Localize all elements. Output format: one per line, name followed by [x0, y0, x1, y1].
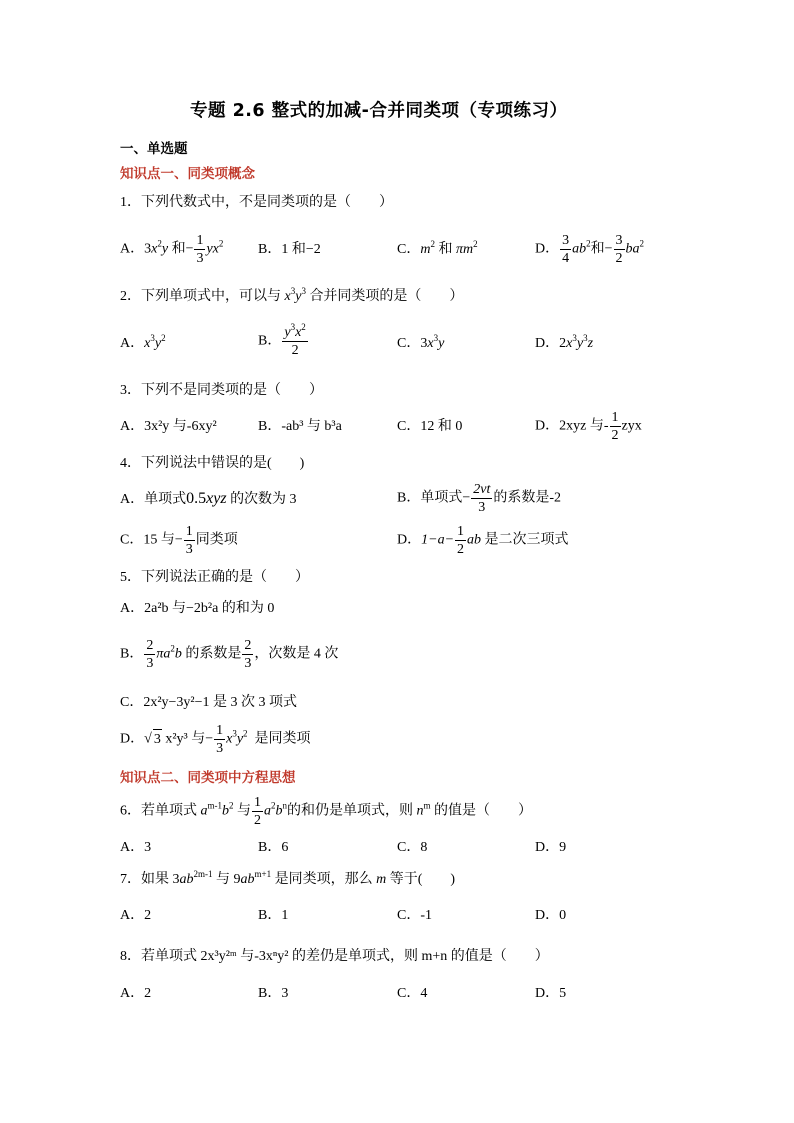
question-6-option-c[interactable]: C．8: [397, 840, 428, 855]
fraction: $\frac{1}{3}$: [196, 233, 204, 266]
question-5-option-d[interactable]: D．√ 3 x²y³ 与− $\frac{1}{3}$ $x^3y^2$ 是同类项: [120, 723, 311, 756]
fraction: $\frac{2vt}{3}$: [473, 482, 491, 515]
fraction: $\frac{1}{2}$: [457, 524, 465, 557]
question-8-option-d[interactable]: D．5: [535, 986, 567, 1001]
fraction: $\frac{1}{2}$: [254, 795, 261, 828]
fraction: $\frac{3}{2}$: [615, 233, 623, 266]
question-6-stem: 6．若单项式 $a^{m-1}b^2$ 与 $\frac{1}{2}$ $a^2b^n$的和仍是单项式，则 $n^m$ 的值是（ ）: [120, 795, 533, 828]
question-4-stem: 4．下列说法中错误的是( ): [120, 456, 305, 471]
question-5-option-c[interactable]: C．2x²y−3y²−1 是 3 次 3 项式: [120, 695, 298, 710]
question-3-option-d[interactable]: D．2xyz 与- $\frac{1}{2}$ zyx: [535, 410, 642, 443]
question-6-option-a[interactable]: A．3: [120, 840, 152, 855]
fraction: $\frac{1}{2}$: [611, 410, 619, 443]
question-2-option-b[interactable]: B． $\frac{y^3x^2}{2}$: [258, 322, 306, 358]
question-3-option-b[interactable]: B．-ab³ 与 b³a: [258, 419, 342, 434]
question-5-option-b[interactable]: B． $\frac{2}{3}$ $\pi a^2b$ 的系数是 $\frac{2}{3}$ ，次数是 4 次: [120, 638, 339, 671]
question-1-option-b[interactable]: B．1 和−2: [258, 242, 321, 257]
question-3-stem: 3．下列不是同类项的是（ ）: [120, 383, 323, 398]
question-7-option-d[interactable]: D．0: [535, 908, 567, 923]
knowledge-point-1: 知识点一、同类项概念: [120, 166, 255, 182]
question-4-option-c[interactable]: C．15 与− $\frac{1}{3}$ 同类项: [120, 524, 238, 557]
knowledge-point-2: 知识点二、同类项中方程思想: [120, 770, 296, 786]
fraction: $\frac{1}{3}$: [185, 524, 193, 557]
question-7-option-a[interactable]: A．2: [120, 908, 152, 923]
fraction: $\frac{2}{3}$: [244, 638, 252, 671]
question-6-option-d[interactable]: D．9: [535, 840, 567, 855]
question-5-stem: 5．下列说法正确的是（ ）: [120, 570, 309, 585]
question-7-option-c[interactable]: C．-1: [397, 908, 432, 923]
question-4-option-b[interactable]: B．单项式− $\frac{2vt}{3}$ 的系数是-2: [397, 482, 562, 515]
question-1-option-d[interactable]: D． $\frac{3}{4}$ $ab^2$和− $\frac{3}{2}$ $ba^2$: [535, 233, 645, 266]
page-title: 专题 2.6 整式的加减-合并同类项（专项练习）: [190, 101, 568, 121]
question-2-option-d[interactable]: D．$2x^3y^3z$: [535, 333, 594, 351]
question-7-stem: 7．如果 $3ab^{2m-1}$ 与 $9ab^{m+1}$ 是同类项，那么 m 等于( ): [120, 869, 456, 887]
question-7-option-b[interactable]: B．1: [258, 908, 289, 923]
fraction: $\frac{2}{3}$: [146, 638, 154, 671]
question-1-option-c[interactable]: C．$m^2$ 和 $\pi m^2$: [397, 239, 478, 257]
fraction: $\frac{1}{3}$: [216, 723, 224, 756]
question-3-option-a[interactable]: A．3x²y 与-6xy²: [120, 419, 217, 434]
question-3-option-c[interactable]: C．12 和 0: [397, 419, 463, 434]
question-5-option-a[interactable]: A．2a²b 与−2b²a 的和为 0: [120, 601, 275, 616]
question-8-option-a[interactable]: A．2: [120, 986, 152, 1001]
question-2-option-a[interactable]: A．$x^3y^2$: [120, 333, 166, 351]
question-4-option-a[interactable]: A．单项式0.5xyz 的次数为 3: [120, 490, 297, 507]
question-8-option-c[interactable]: C．4: [397, 986, 428, 1001]
question-1-stem: 1．下列代数式中，不是同类项的是（ ）: [120, 195, 393, 210]
question-8-stem: 8．若单项式 2x³y²ᵐ 与-3xⁿy² 的差仍是单项式，则 m+n 的值是（ ）: [120, 949, 549, 964]
question-2-option-c[interactable]: C．$3x^3y$: [397, 333, 445, 351]
section-heading: 一、单选题: [120, 141, 188, 157]
question-8-option-b[interactable]: B．3: [258, 986, 289, 1001]
sqrt-radicand: 3: [153, 729, 162, 750]
question-4-option-d[interactable]: D．1−a− $\frac{1}{2}$ ab 是二次三项式: [397, 524, 569, 557]
fraction: $\frac{y^3x^2}{2}$: [284, 322, 306, 358]
question-6-option-b[interactable]: B．6: [258, 840, 289, 855]
question-2-stem: 2．下列单项式中，可以与 $x^3y^3$ 合并同类项的是（ ）: [120, 286, 464, 304]
fraction: $\frac{3}{4}$: [562, 233, 570, 266]
question-1-option-a[interactable]: A．$3x^2y$ 和− $\frac{1}{3}$ $yx^2$: [120, 233, 224, 266]
